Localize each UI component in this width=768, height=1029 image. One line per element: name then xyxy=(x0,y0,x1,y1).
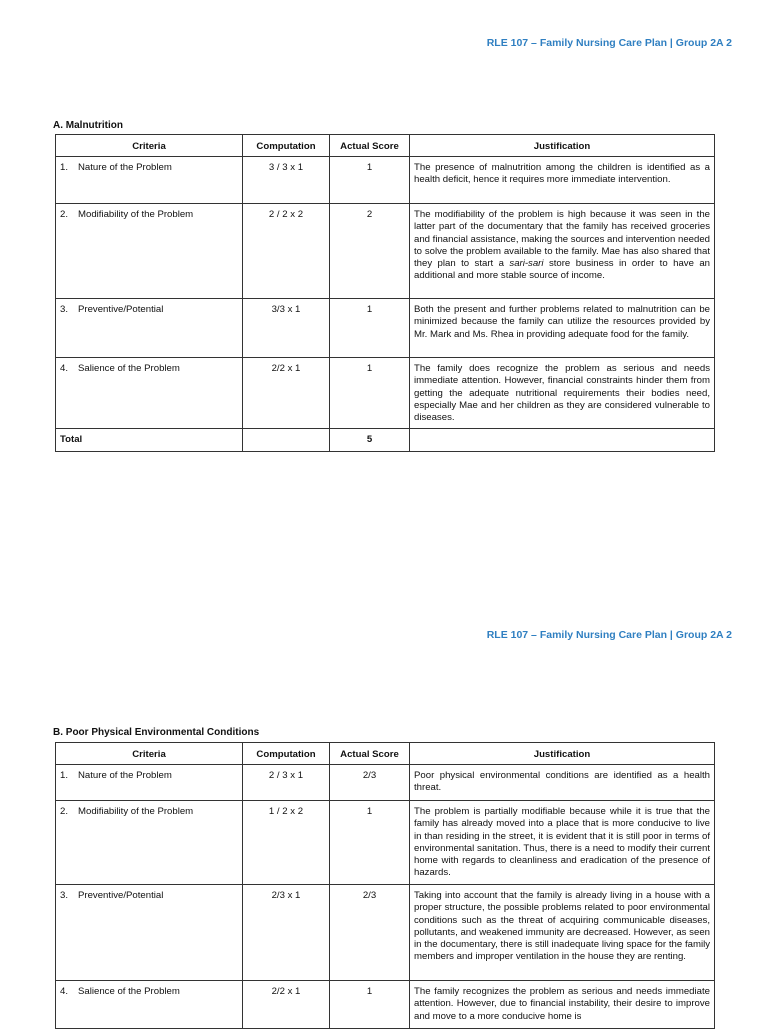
criteria-label: Salience of the Problem xyxy=(78,986,180,997)
column-header-justification: Justification xyxy=(410,135,715,157)
justification-cell: Both the present and further problems related to malnutrition can be minimized because the family can utilize the resources provided by Mr. Mark and Ms. Rhea in providing adequate food for the family. xyxy=(410,299,715,358)
table-row xyxy=(56,358,715,429)
criteria-cell xyxy=(56,885,243,981)
justification-cell: The presence of malnutrition among the children is identified as a health deficit, hence it requires more immediate intervention. xyxy=(410,157,715,204)
total-label: Total xyxy=(56,429,243,452)
criteria-label: Preventive/Potential xyxy=(78,304,164,315)
criteria-cell xyxy=(56,981,243,1029)
computation-cell: 2/2 x 1 xyxy=(243,981,330,1029)
score-cell: 1 xyxy=(330,299,410,358)
justification-cell: The problem is partially modifiable because while it is true that the family has already moved into a place that is more conducive to live in than residing in the street, it is evident that it is still poor in terms of environmental sanitation. Thus, there is a need to modify their current home with regards to cleanliness and eradication of the presence of hazards. xyxy=(410,801,715,885)
justification-cell: Taking into account that the family is already living in a house with a proper structure, the possible problems related to poor environmental conditions such as the threat of acquiring communicable diseases, pollutants, and weakened immunity are decreased. However, as seen in the documentary, there is still inadequate living space for the family members and improper ventilation in the house they are renting. xyxy=(410,885,715,981)
score-cell: 2/3 xyxy=(330,765,410,801)
justification-text: The modifiability of the problem is high because it was seen in the latter part of the documentary that the family has received groceries and financial assistance, making the sources and intervention needed to solve the problem available to the family. Mae has also shared that they plan to start a xyxy=(414,209,710,270)
criteria-cell xyxy=(56,358,243,429)
table-row xyxy=(56,801,715,885)
computation-cell: 3 / 3 x 1 xyxy=(243,157,330,204)
malnutrition-score-table xyxy=(55,134,715,452)
criteria-cell xyxy=(56,204,243,299)
criteria-number: 2. xyxy=(60,209,69,220)
criteria-label: Modifiability of the Problem xyxy=(78,806,194,817)
computation-cell: 2 / 2 x 2 xyxy=(243,204,330,299)
justification-italic-term: sari-sari xyxy=(509,258,544,270)
total-computation-cell xyxy=(243,429,330,452)
column-header-actual-score: Actual Score xyxy=(330,135,410,157)
table-row xyxy=(56,204,715,299)
table-header-row xyxy=(56,135,715,157)
score-cell: 1 xyxy=(330,801,410,885)
criteria-number: 1. xyxy=(60,162,69,173)
criteria-cell xyxy=(56,801,243,885)
column-header-justification: Justification xyxy=(410,743,715,765)
criteria-number: 4. xyxy=(60,363,69,374)
table-header-row xyxy=(56,743,715,765)
computation-cell: 2/3 x 1 xyxy=(243,885,330,981)
justification-cell xyxy=(410,204,715,299)
column-header-criteria: Criteria xyxy=(56,743,243,765)
total-row xyxy=(56,429,715,452)
score-cell: 1 xyxy=(330,157,410,204)
criteria-cell xyxy=(56,765,243,801)
score-cell: 1 xyxy=(330,358,410,429)
criteria-cell xyxy=(56,299,243,358)
justification-text: store business in order to have an additional and more stable source of income. xyxy=(414,258,711,282)
score-cell: 1 xyxy=(330,981,410,1029)
computation-cell: 3/3 x 1 xyxy=(243,299,330,358)
section-title-malnutrition: A. Malnutrition xyxy=(53,120,123,131)
criteria-label: Nature of the Problem xyxy=(78,162,172,173)
criteria-number: 3. xyxy=(60,890,69,901)
column-header-criteria: Criteria xyxy=(56,135,243,157)
criteria-label: Nature of the Problem xyxy=(78,770,172,781)
page-header: RLE 107 – Family Nursing Care Plan | Group 2A 2 xyxy=(486,37,732,49)
criteria-label: Modifiability of the Problem xyxy=(78,209,194,220)
score-cell: 2/3 xyxy=(330,885,410,981)
column-header-computation: Computation xyxy=(243,743,330,765)
score-cell: 2 xyxy=(330,204,410,299)
criteria-number: 2. xyxy=(60,806,69,817)
column-header-actual-score: Actual Score xyxy=(330,743,410,765)
total-justification-cell xyxy=(410,429,715,452)
table-row xyxy=(56,299,715,358)
column-header-computation: Computation xyxy=(243,135,330,157)
table-row xyxy=(56,157,715,204)
table-row xyxy=(56,885,715,981)
criteria-label: Salience of the Problem xyxy=(78,363,180,374)
computation-cell: 2/2 x 1 xyxy=(243,358,330,429)
criteria-label: Preventive/Potential xyxy=(78,890,164,901)
criteria-cell xyxy=(56,157,243,204)
computation-cell: 1 / 2 x 2 xyxy=(243,801,330,885)
table-row xyxy=(56,765,715,801)
environmental-score-table xyxy=(55,742,715,1029)
justification-cell: The family does recognize the problem as serious and needs immediate attention. However, financial constraints hinder them from getting the adequate nutritional requirements their bodies need, especially Mae and her children as they are considered vulnerable to diseases. xyxy=(410,358,715,429)
justification-cell: Poor physical environmental conditions are identified as a health threat. xyxy=(410,765,715,801)
section-title-poor-physical-environmental-conditions: B. Poor Physical Environmental Conditions xyxy=(53,727,260,738)
justification-cell: The family recognizes the problem as serious and needs immediate attention. However, due to financial instability, their desire to improve and move to a more conducive home is xyxy=(410,981,715,1029)
page-header: RLE 107 – Family Nursing Care Plan | Group 2A 2 xyxy=(486,629,732,641)
criteria-number: 3. xyxy=(60,304,69,315)
computation-cell: 2 / 3 x 1 xyxy=(243,765,330,801)
total-score: 5 xyxy=(330,429,410,452)
criteria-number: 1. xyxy=(60,770,69,781)
criteria-number: 4. xyxy=(60,986,69,997)
table-row xyxy=(56,981,715,1029)
